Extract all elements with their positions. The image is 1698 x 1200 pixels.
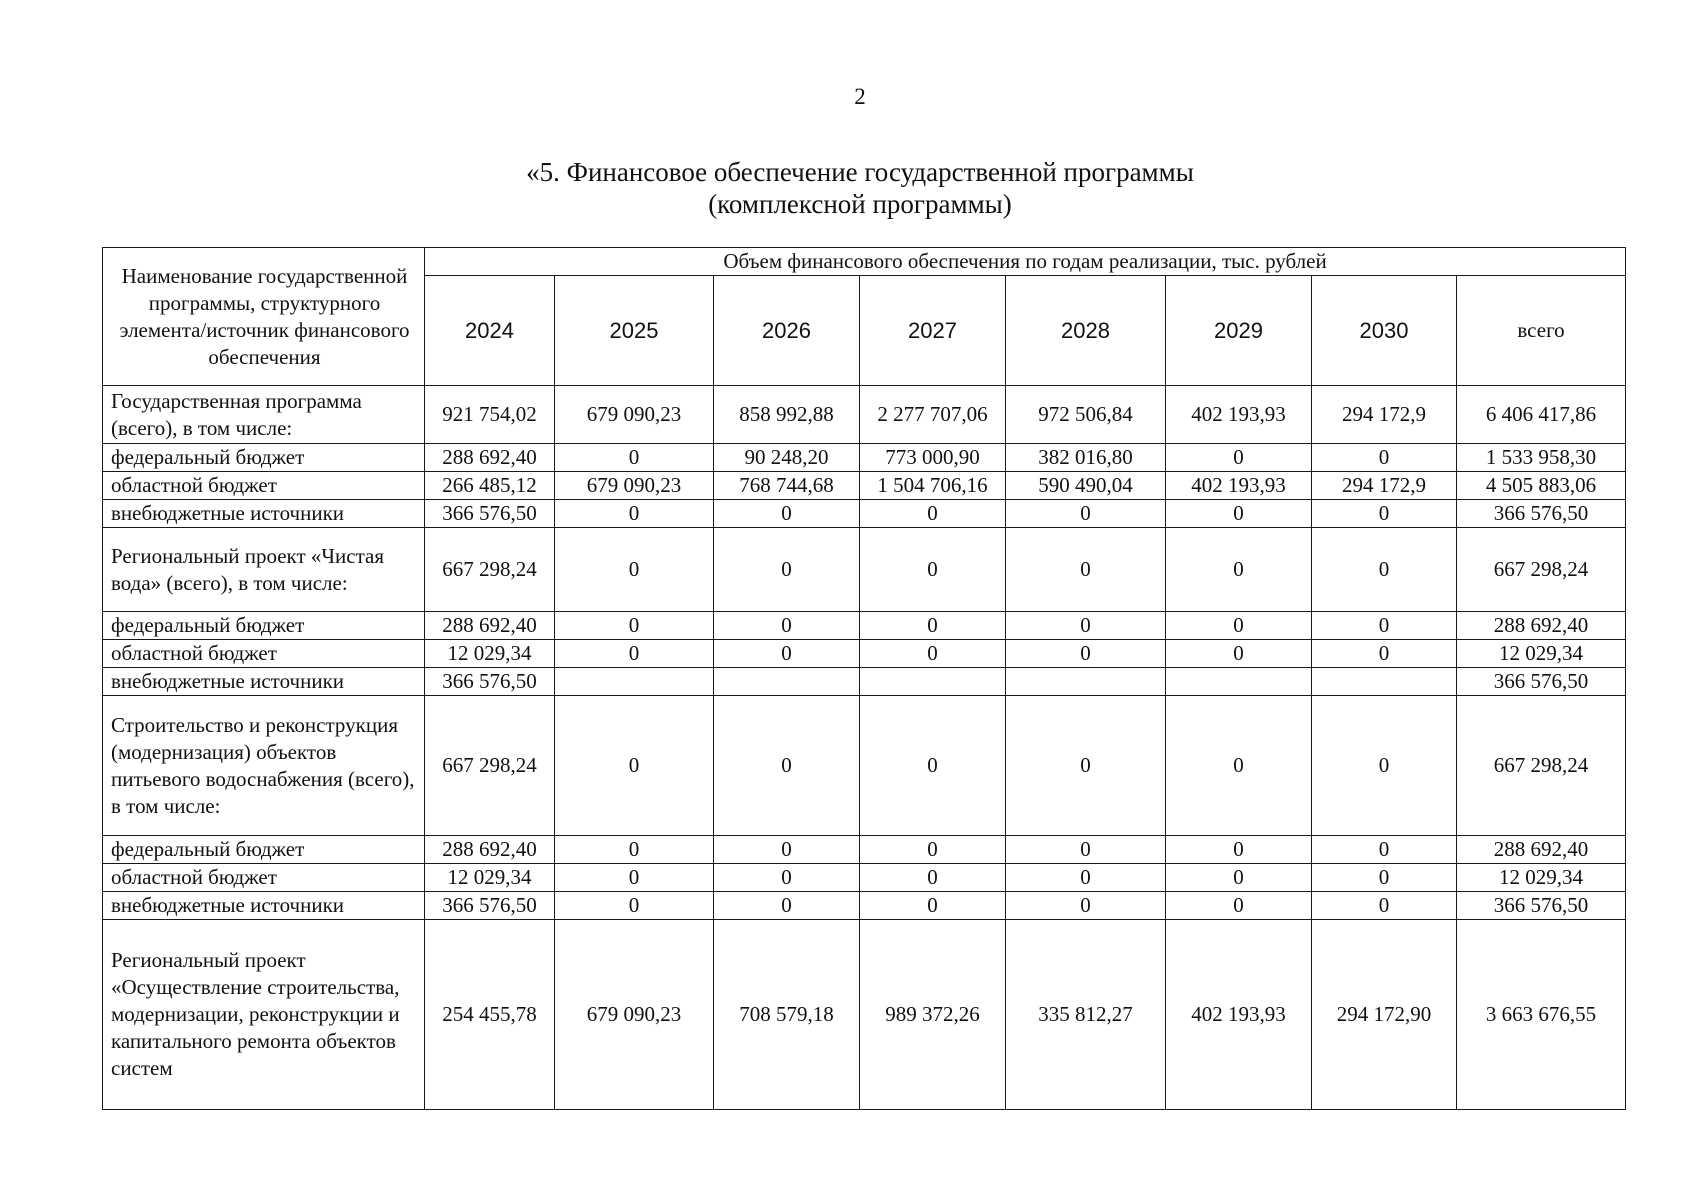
value-cell: 366 576,50 xyxy=(425,668,555,696)
value-cell: 590 490,04 xyxy=(1006,472,1166,500)
value-cell: 0 xyxy=(1006,612,1166,640)
value-cell: 0 xyxy=(1006,500,1166,528)
value-cell: 0 xyxy=(1166,612,1312,640)
value-cell: 0 xyxy=(1312,444,1457,472)
table-row xyxy=(103,444,1626,472)
page-number: 2 xyxy=(854,84,866,109)
table-row xyxy=(103,668,1626,696)
value-cell: 288 692,40 xyxy=(425,836,555,864)
value-cell: 0 xyxy=(1166,528,1312,612)
value-cell: 0 xyxy=(860,864,1006,892)
value-cell: 0 xyxy=(1006,696,1166,836)
value-cell: 0 xyxy=(714,836,860,864)
value-cell: 288 692,40 xyxy=(425,612,555,640)
row-name-cell: федеральный бюджет xyxy=(103,444,425,472)
table-row xyxy=(103,612,1626,640)
value-cell: 0 xyxy=(555,612,714,640)
value-cell: 989 372,26 xyxy=(860,920,1006,1110)
value-cell: 972 506,84 xyxy=(1006,386,1166,444)
value-cell: 0 xyxy=(860,836,1006,864)
year-header-2029: 2029 xyxy=(1166,276,1312,386)
value-cell: 0 xyxy=(555,696,714,836)
value-cell: 0 xyxy=(1312,640,1457,668)
value-cell: 288 692,40 xyxy=(1457,612,1626,640)
value-cell: 402 193,93 xyxy=(1166,920,1312,1110)
value-cell: 0 xyxy=(1166,892,1312,920)
row-name-cell: Государственная программа (всего), в том числе: xyxy=(103,386,425,444)
table-row xyxy=(103,386,1626,444)
row-name-cell: Строительство и реконструкция (модернизация) объектов питьевого водоснабжения (всего), в том числе: xyxy=(103,696,425,836)
value-cell: 0 xyxy=(555,528,714,612)
value-cell: 0 xyxy=(555,864,714,892)
value-cell: 0 xyxy=(555,444,714,472)
value-cell: 0 xyxy=(860,528,1006,612)
value-cell: 768 744,68 xyxy=(714,472,860,500)
value-cell: 0 xyxy=(860,640,1006,668)
value-cell: 0 xyxy=(555,640,714,668)
value-cell: 0 xyxy=(1312,500,1457,528)
value-cell: 921 754,02 xyxy=(425,386,555,444)
value-cell: 0 xyxy=(714,500,860,528)
value-cell: 0 xyxy=(1166,640,1312,668)
value-cell: 0 xyxy=(1312,836,1457,864)
table-row xyxy=(103,500,1626,528)
value-cell: 0 xyxy=(1312,864,1457,892)
value-cell: 0 xyxy=(714,640,860,668)
value-cell: 366 576,50 xyxy=(1457,500,1626,528)
value-cell: 667 298,24 xyxy=(1457,528,1626,612)
value-cell: 858 992,88 xyxy=(714,386,860,444)
value-cell: 0 xyxy=(555,500,714,528)
row-name-cell: федеральный бюджет xyxy=(103,836,425,864)
value-cell xyxy=(1166,668,1312,696)
value-cell: 288 692,40 xyxy=(1457,836,1626,864)
table-row xyxy=(103,528,1626,612)
table-row xyxy=(103,640,1626,668)
value-cell: 0 xyxy=(1312,528,1457,612)
value-cell: 1 504 706,16 xyxy=(860,472,1006,500)
row-name-cell: областной бюджет xyxy=(103,864,425,892)
table-row xyxy=(103,920,1626,1110)
year-header-2030: 2030 xyxy=(1312,276,1457,386)
value-cell: 667 298,24 xyxy=(1457,696,1626,836)
value-cell: 294 172,90 xyxy=(1312,920,1457,1110)
financing-group-header: Объем финансового обеспечения по годам реализации, тыс. рублей xyxy=(425,248,1626,276)
value-cell: 0 xyxy=(1166,864,1312,892)
value-cell: 366 576,50 xyxy=(425,892,555,920)
row-name-cell: областной бюджет xyxy=(103,640,425,668)
year-header-2025: 2025 xyxy=(555,276,714,386)
table-row xyxy=(103,864,1626,892)
value-cell: 0 xyxy=(1166,696,1312,836)
value-cell xyxy=(1312,668,1457,696)
value-cell: 0 xyxy=(555,892,714,920)
value-cell xyxy=(714,668,860,696)
row-name-cell: Региональный проект «Осуществление строительства, модернизации, реконструкции и капитального ремонта объектов систем xyxy=(103,920,425,1110)
value-cell: 294 172,9 xyxy=(1312,472,1457,500)
value-cell: 12 029,34 xyxy=(1457,640,1626,668)
year-header-2028: 2028 xyxy=(1006,276,1166,386)
value-cell: 402 193,93 xyxy=(1166,472,1312,500)
value-cell: 0 xyxy=(1006,864,1166,892)
value-cell: 12 029,34 xyxy=(1457,864,1626,892)
value-cell: 366 576,50 xyxy=(1457,892,1626,920)
value-cell: 90 248,20 xyxy=(714,444,860,472)
table-row xyxy=(103,836,1626,864)
year-header-2024: 2024 xyxy=(425,276,555,386)
value-cell: 335 812,27 xyxy=(1006,920,1166,1110)
value-cell: 0 xyxy=(860,696,1006,836)
value-cell: 0 xyxy=(860,500,1006,528)
financing-table xyxy=(102,247,1626,1110)
value-cell: 0 xyxy=(1006,836,1166,864)
value-cell xyxy=(1006,668,1166,696)
table-row xyxy=(103,892,1626,920)
value-cell: 0 xyxy=(714,696,860,836)
value-cell: 0 xyxy=(860,612,1006,640)
row-name-cell: внебюджетные источники xyxy=(103,892,425,920)
value-cell: 679 090,23 xyxy=(555,920,714,1110)
value-cell: 366 576,50 xyxy=(425,500,555,528)
value-cell: 0 xyxy=(714,528,860,612)
name-column-header: Наименование государственной программы, структурного элемента/источник финансового обеспечения xyxy=(103,248,425,386)
value-cell: 0 xyxy=(714,612,860,640)
value-cell: 402 193,93 xyxy=(1166,386,1312,444)
value-cell: 679 090,23 xyxy=(555,386,714,444)
value-cell: 679 090,23 xyxy=(555,472,714,500)
value-cell: 667 298,24 xyxy=(425,696,555,836)
table-row xyxy=(103,696,1626,836)
title-line-2: (комплексной программы) xyxy=(708,189,1012,219)
table-row xyxy=(103,472,1626,500)
value-cell: 6 406 417,86 xyxy=(1457,386,1626,444)
value-cell: 382 016,80 xyxy=(1006,444,1166,472)
row-name-cell: внебюджетные источники xyxy=(103,668,425,696)
value-cell: 266 485,12 xyxy=(425,472,555,500)
value-cell: 0 xyxy=(1006,640,1166,668)
value-cell: 0 xyxy=(1166,500,1312,528)
value-cell: 0 xyxy=(1166,836,1312,864)
value-cell: 667 298,24 xyxy=(425,528,555,612)
value-cell: 4 505 883,06 xyxy=(1457,472,1626,500)
value-cell: 0 xyxy=(1312,612,1457,640)
value-cell: 708 579,18 xyxy=(714,920,860,1110)
value-cell: 2 277 707,06 xyxy=(860,386,1006,444)
row-name-cell: федеральный бюджет xyxy=(103,612,425,640)
value-cell: 0 xyxy=(1312,696,1457,836)
value-cell: 0 xyxy=(555,836,714,864)
value-cell: 254 455,78 xyxy=(425,920,555,1110)
value-cell xyxy=(860,668,1006,696)
value-cell: 0 xyxy=(714,864,860,892)
value-cell: 0 xyxy=(1006,528,1166,612)
value-cell: 0 xyxy=(1312,892,1457,920)
value-cell: 0 xyxy=(860,892,1006,920)
row-name-cell: Региональный проект «Чистая вода» (всего), в том числе: xyxy=(103,528,425,612)
value-cell: 12 029,34 xyxy=(425,864,555,892)
year-header-2027: 2027 xyxy=(860,276,1006,386)
value-cell: 0 xyxy=(714,892,860,920)
value-cell: 12 029,34 xyxy=(425,640,555,668)
value-cell: 366 576,50 xyxy=(1457,668,1626,696)
header-row-1 xyxy=(103,248,1626,276)
value-cell: 0 xyxy=(1166,444,1312,472)
total-header: всего xyxy=(1457,276,1626,386)
document-title xyxy=(0,156,1698,220)
value-cell: 3 663 676,55 xyxy=(1457,920,1626,1110)
year-header-2026: 2026 xyxy=(714,276,860,386)
row-name-cell: областной бюджет xyxy=(103,472,425,500)
value-cell: 288 692,40 xyxy=(425,444,555,472)
value-cell: 294 172,9 xyxy=(1312,386,1457,444)
value-cell: 0 xyxy=(1006,892,1166,920)
value-cell xyxy=(555,668,714,696)
value-cell: 773 000,90 xyxy=(860,444,1006,472)
title-line-1: «5. Финансовое обеспечение государственной программы xyxy=(526,157,1194,187)
row-name-cell: внебюджетные источники xyxy=(103,500,425,528)
value-cell: 1 533 958,30 xyxy=(1457,444,1626,472)
